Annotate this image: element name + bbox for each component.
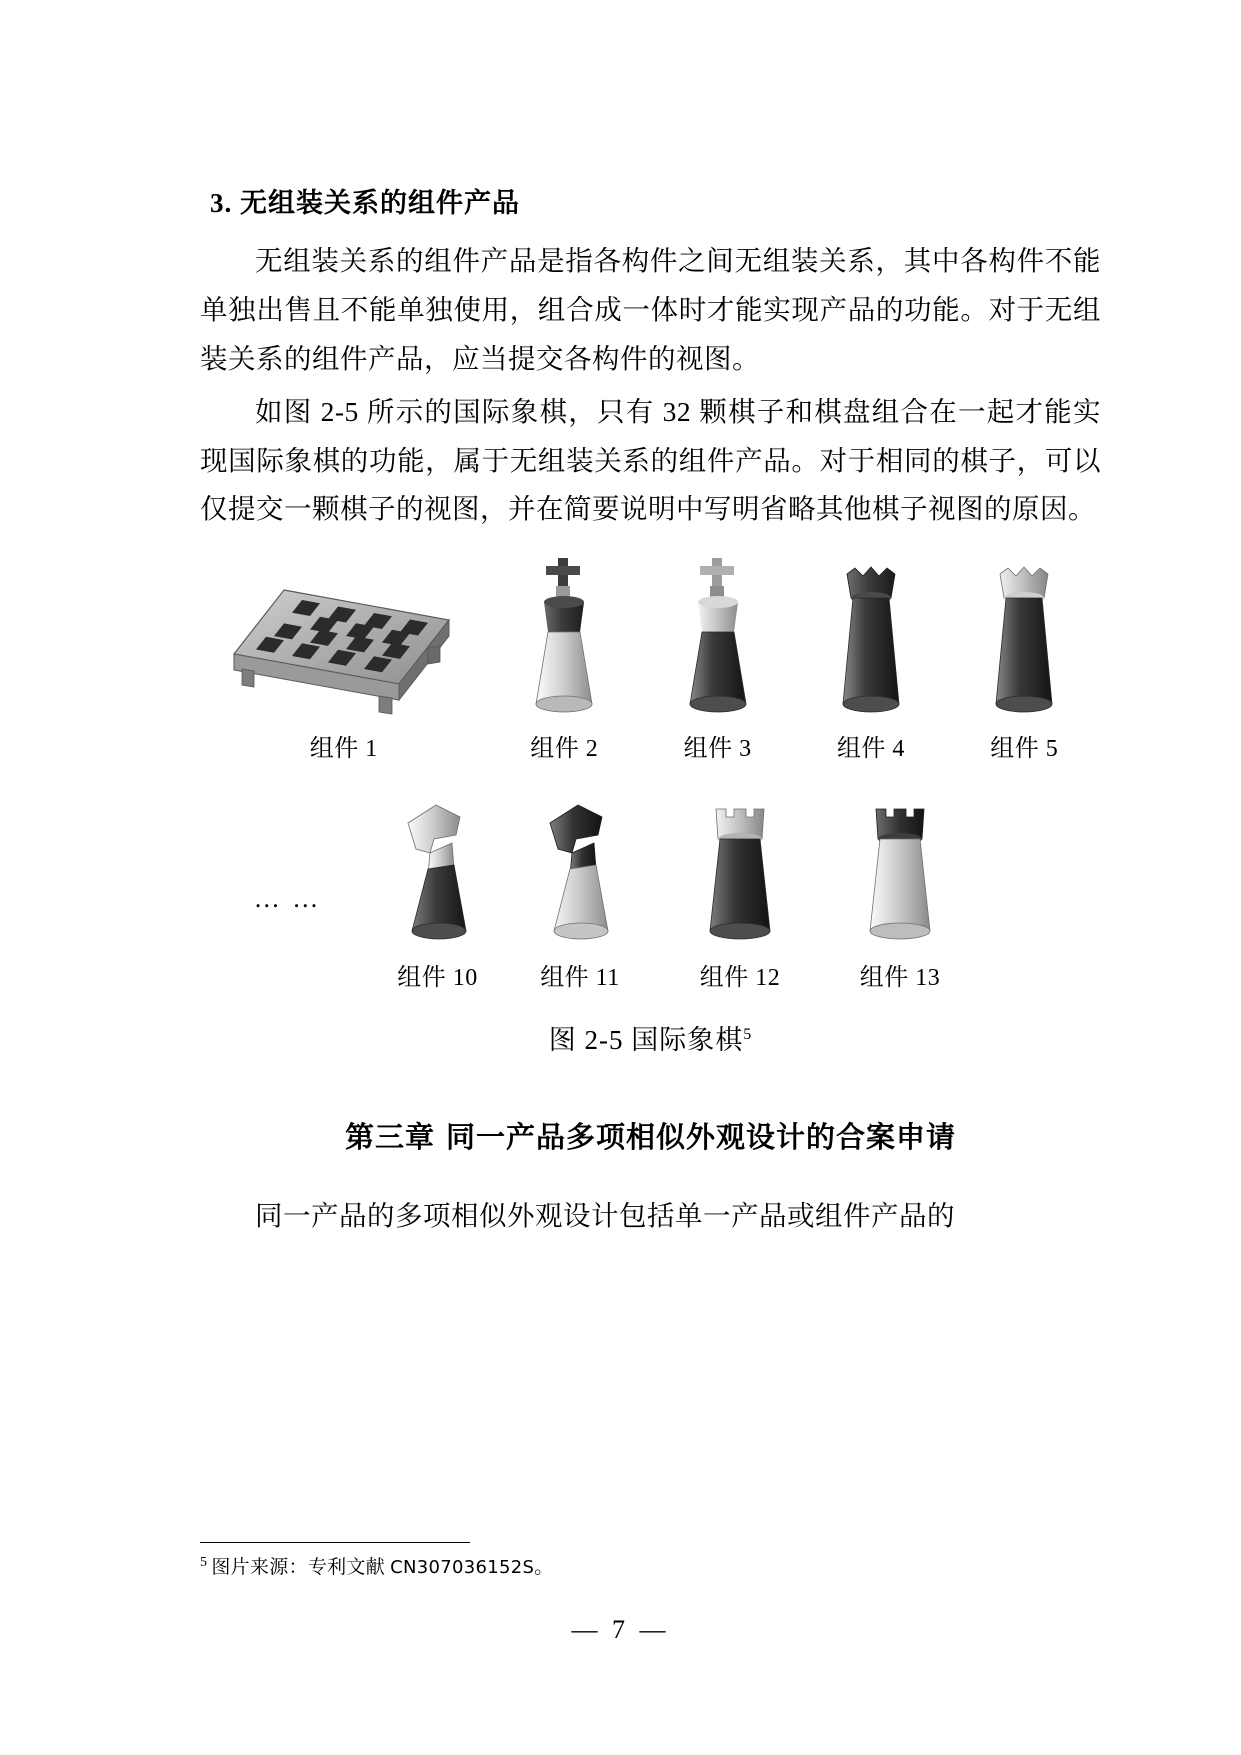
- footnote: [200, 1552, 1100, 1579]
- rook-dark-icon: [660, 781, 820, 951]
- king-light-icon: [488, 552, 641, 722]
- figure-row-2: [200, 781, 1101, 992]
- figure-item-chessboard: [200, 552, 488, 763]
- figure-caption-text: 图 2-5 国际象棋: [548, 1025, 744, 1056]
- figure-item-knight-dark: [500, 781, 660, 992]
- figure-caption-footnote-marker: 5: [743, 1026, 753, 1044]
- chapter-paragraph: 同一产品的多项相似外观设计包括单一产品或组件产品的: [255, 1200, 955, 1232]
- footnote-marker: 5: [200, 1554, 208, 1570]
- figure-item-queen-dark: [794, 552, 947, 763]
- knight-dark-icon: [500, 781, 660, 951]
- queen-light-icon: [948, 552, 1101, 722]
- figure-item-king-dark: [641, 552, 794, 763]
- page-number: — 7 —: [571, 1615, 670, 1644]
- rook-light-icon: [820, 781, 980, 951]
- figure-chess: [200, 552, 1101, 1057]
- figure-item-king-light: [488, 552, 641, 763]
- figure-caption-item: 组件 2: [530, 736, 599, 763]
- footnote-tail: 。: [534, 1557, 554, 1578]
- chapter-heading: 第三章 同一产品多项相似外观设计的合案申请: [344, 1120, 957, 1155]
- chessboard-icon: [200, 552, 488, 722]
- footnote-area: [200, 1542, 1100, 1579]
- figure-caption-item: 组件 1: [309, 736, 378, 763]
- knight-light-icon: [375, 781, 500, 951]
- figure-item-rook-light: [820, 781, 980, 992]
- figure-caption-item: 组件 5: [990, 736, 1059, 763]
- figure-caption-item: 组件 13: [859, 965, 941, 992]
- footnote-text: 图片来源：专利文献: [211, 1557, 391, 1578]
- footnote-divider: [200, 1542, 470, 1543]
- section-heading: 3. 无组装关系的组件产品: [210, 188, 520, 218]
- paragraph-1: 无组装关系的组件产品是指各构件之间无组装关系，其中各构件不能单独出售且不能单独使用，组合成一体时才能实现产品的功能。对于无组装关系的组件产品，应当提交各构件的视图。: [200, 244, 1101, 374]
- figure-caption: [200, 1018, 1101, 1057]
- figure-caption-item: 组件 12: [699, 965, 781, 992]
- footnote-patent-number: CN307036152S: [390, 1557, 535, 1578]
- figure-caption-item: 组件 11: [540, 965, 620, 992]
- paragraph-2: 如图 2-5 所示的国际象棋，只有 32 颗棋子和棋盘组合在一起才能实现国际象棋的功能，属于无组装关系的组件产品。对于相同的棋子，可以仅提交一颗棋子的视图，并在简要说明中写明省略其他棋子视图的原因。: [200, 395, 1101, 525]
- queen-dark-icon: [794, 552, 947, 722]
- figure-caption-item: 组件 3: [683, 736, 752, 763]
- figure-caption-item: 组件 4: [836, 736, 905, 763]
- figure-item-knight-light: [375, 781, 500, 992]
- king-dark-icon: [641, 552, 794, 722]
- figure-item-rook-dark: [660, 781, 820, 992]
- figure-item-queen-light: [948, 552, 1101, 763]
- figure-caption-item: 组件 10: [397, 965, 478, 992]
- figure-ellipsis: … …: [253, 884, 322, 914]
- figure-row-1: [200, 552, 1101, 763]
